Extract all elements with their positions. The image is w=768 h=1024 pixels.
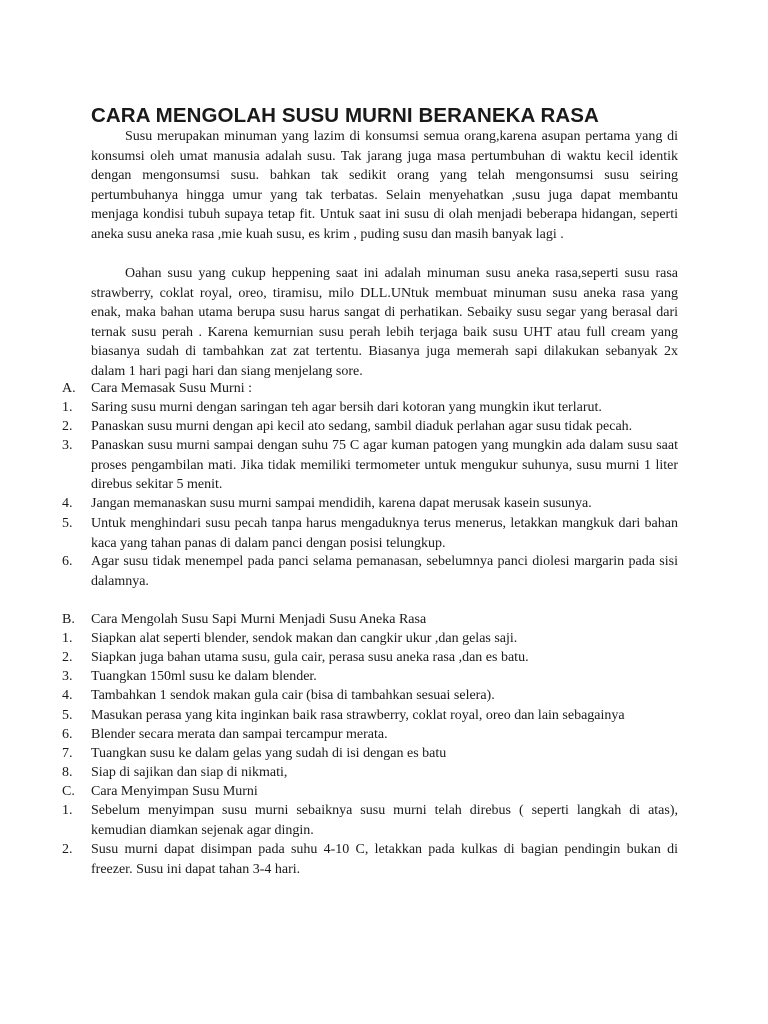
item-number: 2. bbox=[62, 842, 73, 857]
section-title: Cara Memasak Susu Murni : bbox=[91, 381, 252, 396]
item-number: 1. bbox=[62, 631, 73, 646]
item-number: 5. bbox=[62, 708, 73, 723]
second-paragraph: Oahan susu yang cukup heppening saat ini adalah minuman susu aneka rasa,seperti susu rasa strawberry, coklat royal, oreo, tiramisu, milo DLL.UNtuk membuat minuman susu aneka rasa yang enak, maka bahan utama berupa susu harus sangat di perhatikan. Sebaiky susu segar yang berasal dari ternak susu perah . Karena kemurnian susu perah lebih terjaga baik susu UHT atau full cream yang biasanya sudah di tambahkan zat zat tertentu. Biasanya juga memerah sapi dilakukan sebanyak 2x dalam 1 hari pagi hari dan siang menjelang sore. bbox=[91, 266, 678, 379]
item-number: 4. bbox=[62, 496, 73, 511]
item-text: Susu murni dapat disimpan pada suhu 4-10 C, letakkan pada kulkas di bagian pendingin bukan di freezer. Susu ini dapat tahan 3-4 hari. bbox=[91, 842, 678, 877]
item-text: Siapkan alat seperti blender, sendok makan dan cangkir ukur ,dan gelas saji. bbox=[91, 631, 518, 646]
list-item bbox=[62, 706, 678, 726]
section-title: Cara Mengolah Susu Sapi Murni Menjadi Susu Aneka Rasa bbox=[91, 612, 427, 627]
list-item bbox=[62, 398, 678, 418]
item-text: Jangan memanaskan susu murni sampai mendidih, karena dapat merusak kasein susunya. bbox=[91, 496, 592, 511]
list-item bbox=[62, 552, 678, 591]
list-item bbox=[62, 494, 678, 514]
item-number: 1. bbox=[62, 803, 73, 818]
section-c-heading bbox=[62, 782, 678, 802]
section-marker: B. bbox=[62, 612, 75, 627]
list-item bbox=[62, 725, 678, 745]
item-text: Tuangkan susu ke dalam gelas yang sudah di isi dengan es batu bbox=[91, 746, 447, 761]
list-item bbox=[62, 763, 678, 783]
item-number: 3. bbox=[62, 669, 73, 684]
list-item bbox=[62, 436, 678, 495]
list-item bbox=[62, 686, 678, 706]
section-marker: A. bbox=[62, 381, 76, 396]
item-text: Saring susu murni dengan saringan teh agar bersih dari kotoran yang mungkin ikut terlarut. bbox=[91, 400, 602, 415]
item-text: Siapkan juga bahan utama susu, gula cair, perasa susu aneka rasa ,dan es batu. bbox=[91, 650, 529, 665]
item-number: 6. bbox=[62, 554, 73, 569]
list-item bbox=[62, 417, 678, 437]
list-item bbox=[62, 801, 678, 840]
item-text: Panaskan susu murni sampai dengan suhu 75 C agar kuman patogen yang mungkin ada dalam susu saat proses pengambilan mati. Jika tidak memiliki termometer untuk mengukur suhunya, susu murni 1 liter direbus sekitar 5 menit. bbox=[91, 438, 678, 492]
section-a-heading bbox=[62, 379, 678, 399]
item-text: Masukan perasa yang kita inginkan baik rasa strawberry, coklat royal, oreo dan lain sebagainya bbox=[91, 708, 625, 723]
section-title: Cara Menyimpan Susu Murni bbox=[91, 784, 258, 799]
section-b-heading bbox=[62, 610, 678, 630]
item-text: Siap di sajikan dan siap di nikmati, bbox=[91, 765, 288, 780]
item-number: 6. bbox=[62, 727, 73, 742]
list-item bbox=[62, 840, 678, 879]
item-text: Tuangkan 150ml susu ke dalam blender. bbox=[91, 669, 317, 684]
item-number: 5. bbox=[62, 516, 73, 531]
item-text: Tambahkan 1 sendok makan gula cair (bisa di tambahkan sesuai selera). bbox=[91, 688, 495, 703]
list-item bbox=[62, 648, 678, 668]
item-text: Blender secara merata dan sampai tercampur merata. bbox=[91, 727, 388, 742]
list-item bbox=[62, 629, 678, 649]
item-text: Agar susu tidak menempel pada panci selama pemanasan, sebelumnya panci diolesi margarin pada sisi dalamnya. bbox=[91, 554, 678, 589]
intro-paragraph: Susu merupakan minuman yang lazim di konsumsi semua orang,karena asupan pertama yang di konsumsi oleh umat manusia adalah susu. Tak jarang juga masa pertumbuhan di waktu kecil identik dengan mengonsumsi susu. bahkan tak sedikit orang yang telah mengonsumsi susu seiring pertumbuhanya hingga umur yang tak terbatas. Selain menyehatkan ,susu juga dapat membantu menjaga kondisi tubuh supaya tetap fit. Untuk saat ini susu di olah menjadi beberapa hidangan, seperti aneka susu aneka rasa ,mie kuah susu, es krim , puding susu dan masih banyak lagi . bbox=[91, 129, 678, 242]
item-number: 7. bbox=[62, 746, 73, 761]
item-number: 1. bbox=[62, 400, 73, 415]
list-item bbox=[62, 744, 678, 764]
item-number: 2. bbox=[62, 650, 73, 665]
item-number: 2. bbox=[62, 419, 73, 434]
section-marker: C. bbox=[62, 784, 75, 799]
item-text: Sebelum menyimpan susu murni sebaiknya susu murni telah direbus ( seperti langkah di atas), kemudian diamkan sejenak agar dingin. bbox=[91, 803, 678, 838]
item-number: 3. bbox=[62, 438, 73, 453]
item-number: 4. bbox=[62, 688, 73, 703]
item-number: 8. bbox=[62, 765, 73, 780]
item-text: Untuk menghindari susu pecah tanpa harus mengaduknya terus menerus, letakkan mangkuk dari bahan kaca yang tahan panas di dalam panci dengan posisi telungkup. bbox=[91, 516, 678, 551]
document-title: CARA MENGOLAH SUSU MURNI BERANEKA RASA bbox=[91, 104, 599, 127]
item-text: Panaskan susu murni dengan api kecil ato sedang, sambil diaduk perlahan agar susu tidak pecah. bbox=[91, 419, 633, 434]
list-item bbox=[62, 514, 678, 553]
list-item bbox=[62, 667, 678, 687]
